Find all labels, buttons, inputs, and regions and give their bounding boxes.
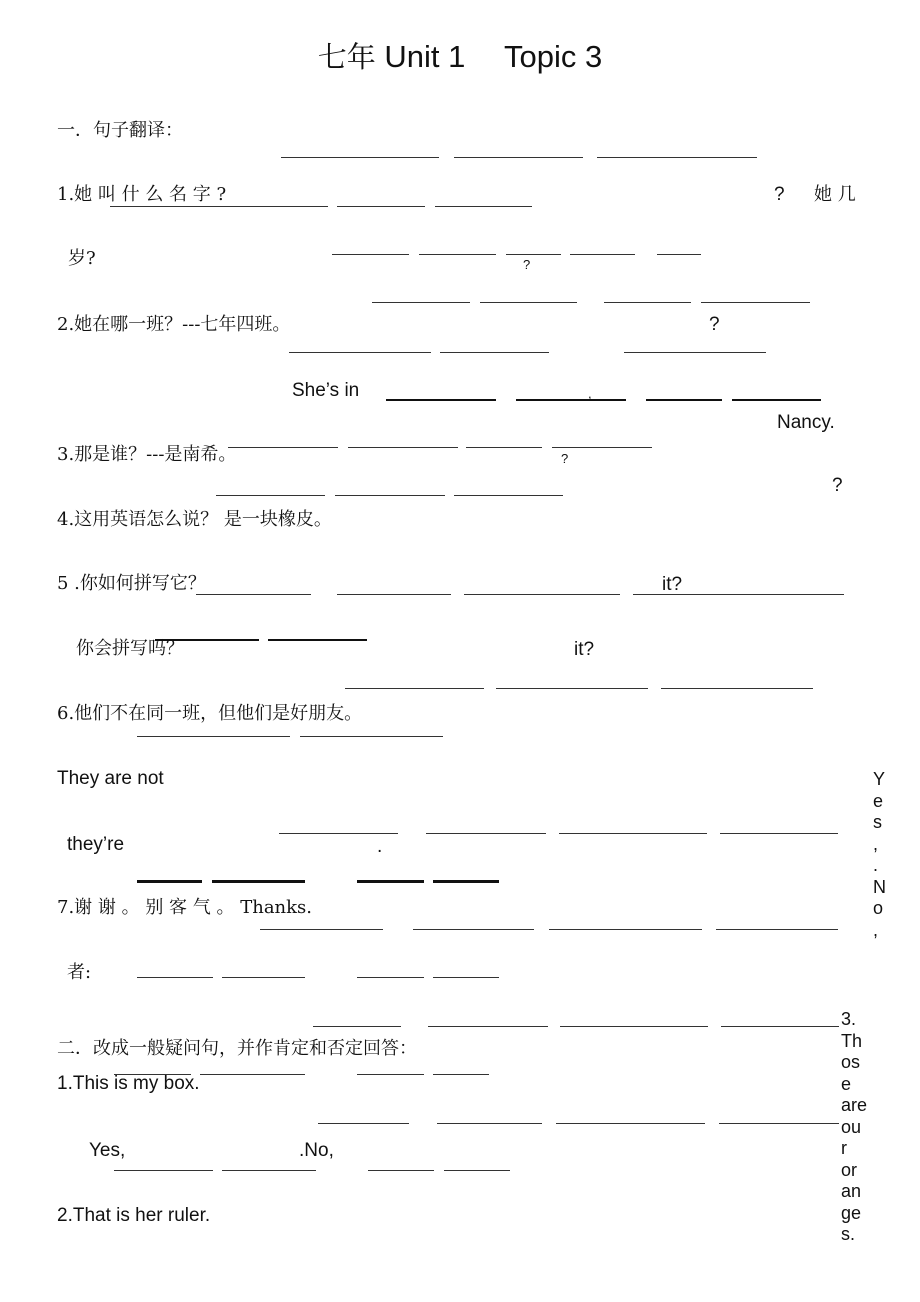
answer-blank[interactable]: [260, 929, 383, 930]
answer-blank[interactable]: [433, 880, 499, 883]
s2-q1-yes: Yes,: [89, 1140, 126, 1161]
answer-blank[interactable]: [437, 1123, 542, 1124]
answer-blank[interactable]: [313, 1026, 401, 1027]
answer-blank[interactable]: [357, 977, 424, 978]
answer-blank[interactable]: [440, 352, 549, 353]
answer-blank[interactable]: [570, 254, 635, 255]
q6-text: 6.他们不在同一班，但他们是好朋友。: [57, 703, 363, 724]
answer-blank[interactable]: [357, 1074, 424, 1075]
q1-part3: 岁?: [68, 248, 96, 269]
answer-blank[interactable]: [435, 206, 532, 207]
side-chunk: 3.: [841, 1009, 857, 1029]
answer-blank[interactable]: [137, 880, 202, 883]
answer-blank[interactable]: [216, 495, 325, 496]
section2-heading: 二．改成一般疑问句，并作肯定和否定回答：: [57, 1038, 417, 1059]
title-topic: Topic 3: [504, 39, 603, 74]
q2-qmark: ?: [709, 314, 720, 335]
answer-blank[interactable]: [419, 254, 496, 255]
answer-blank[interactable]: [357, 880, 424, 883]
answer-blank[interactable]: [701, 302, 810, 303]
side-char: o: [873, 898, 884, 918]
s2-q1-text: 1.This is my box.: [57, 1073, 200, 1094]
answer-blank[interactable]: [337, 594, 451, 595]
side-char: ,: [873, 833, 879, 854]
q5-it2: it?: [574, 639, 595, 660]
answer-blank[interactable]: [454, 495, 563, 496]
side-chunk: r: [841, 1138, 847, 1158]
answer-blank[interactable]: [114, 1170, 213, 1171]
answer-blank[interactable]: [496, 688, 648, 689]
answer-blank[interactable]: [720, 833, 838, 834]
q3-text: 3.那是谁？---是南希。: [57, 444, 237, 465]
side-char: .: [873, 855, 879, 875]
q5-line2: 你会拼写吗？: [76, 638, 184, 659]
answer-blank[interactable]: [480, 302, 577, 303]
side-q3: [841, 1009, 867, 1246]
answer-blank[interactable]: [200, 1074, 305, 1075]
q4-qmark: ?: [832, 475, 843, 496]
s2-q1-no: .No,: [299, 1140, 334, 1161]
side-chunk: an: [841, 1181, 862, 1201]
side-chunk: Th: [841, 1030, 863, 1051]
answer-blank[interactable]: [386, 399, 496, 401]
side-yes-no: [873, 769, 886, 941]
answer-blank[interactable]: [372, 302, 470, 303]
title-unit: Unit 1: [384, 39, 466, 74]
side-char: Y: [873, 769, 886, 789]
answer-blank[interactable]: [516, 399, 626, 401]
answer-blank[interactable]: [137, 736, 290, 737]
answer-blank[interactable]: [549, 929, 702, 930]
answer-blank[interactable]: [289, 352, 431, 353]
answer-blank[interactable]: [222, 977, 305, 978]
answer-blank[interactable]: [426, 833, 546, 834]
side-chunk: s.: [841, 1224, 856, 1244]
answer-blank[interactable]: [466, 447, 542, 448]
q3-qmark: ?: [561, 451, 569, 466]
answer-blank[interactable]: [661, 688, 813, 689]
q1-part2: 她 几: [814, 184, 856, 205]
answer-blank[interactable]: [624, 352, 766, 353]
side-chunk: os: [841, 1052, 861, 1072]
q7-text: 7.谢 谢 。 别 客 气 。 Thanks.: [57, 897, 313, 918]
q1-qmark-small: ?: [523, 257, 531, 272]
answer-blank[interactable]: [228, 447, 338, 448]
answer-blank[interactable]: [196, 594, 311, 595]
answer-blank[interactable]: [348, 447, 458, 448]
q2-comma: ,: [588, 386, 592, 401]
answer-blank[interactable]: [332, 254, 409, 255]
section1-heading: 一．句子翻译：: [57, 120, 183, 141]
answer-blank[interactable]: [428, 1026, 548, 1027]
answer-blank[interactable]: [559, 833, 707, 834]
answer-blank[interactable]: [110, 206, 328, 207]
answer-blank[interactable]: [657, 254, 701, 255]
answer-blank[interactable]: [300, 736, 443, 737]
answer-blank[interactable]: [721, 1026, 839, 1027]
answer-blank[interactable]: [716, 929, 838, 930]
side-chunk: are: [841, 1095, 868, 1115]
q4-text: 4.这用英语怎么说？ 是一块橡皮。: [57, 509, 332, 530]
answer-blank[interactable]: [212, 880, 305, 883]
answer-blank[interactable]: [454, 157, 583, 158]
answer-blank[interactable]: [597, 157, 757, 158]
answer-blank[interactable]: [137, 977, 213, 978]
side-chunk: or: [841, 1159, 858, 1180]
answer-blank[interactable]: [335, 495, 445, 496]
answer-blank[interactable]: [222, 1170, 316, 1171]
q6-line2: They are not: [57, 768, 164, 789]
answer-blank[interactable]: [464, 594, 620, 595]
side-chunk: e: [841, 1073, 852, 1094]
side-chunk: ou: [841, 1116, 862, 1137]
q6-period: .: [377, 836, 383, 857]
answer-blank[interactable]: [732, 399, 821, 401]
side-char: e: [873, 790, 884, 811]
side-char: N: [873, 876, 886, 897]
q5-text: 5 .你如何拼写它？: [57, 573, 206, 594]
answer-blank[interactable]: [368, 1170, 434, 1171]
s2-q2-text: 2.That is her ruler.: [57, 1205, 211, 1226]
answer-blank[interactable]: [345, 688, 484, 689]
answer-blank[interactable]: [604, 302, 691, 303]
title-grade: 七年: [317, 40, 376, 74]
answer-blank[interactable]: [506, 254, 561, 255]
answer-blank[interactable]: [646, 399, 722, 401]
answer-blank[interactable]: [433, 1074, 489, 1075]
answer-blank[interactable]: [279, 833, 398, 834]
q3-name: Nancy.: [777, 412, 835, 433]
answer-blank[interactable]: [337, 206, 425, 207]
q2-text: 2.她在哪一班？---七年四班。: [57, 314, 291, 335]
answer-blank[interactable]: [268, 639, 367, 641]
answer-blank[interactable]: [433, 977, 499, 978]
answer-blank[interactable]: [560, 1026, 708, 1027]
side-char: ,: [873, 919, 879, 940]
answer-blank[interactable]: [413, 929, 534, 930]
answer-blank[interactable]: [444, 1170, 510, 1171]
side-chunk: ge: [841, 1202, 862, 1223]
answer-blank[interactable]: [719, 1123, 839, 1124]
answer-blank[interactable]: [556, 1123, 705, 1124]
q2-answer-prefix: She’s in: [292, 380, 360, 401]
q7-line2: 者:: [67, 962, 92, 983]
q1-qmark: ?: [774, 184, 785, 205]
q1-text: 1.她 叫 什 么 名 字 ?: [57, 184, 227, 205]
page-title: [0, 38, 920, 76]
answer-blank[interactable]: [318, 1123, 409, 1124]
q6-line3: they’re: [67, 834, 125, 855]
answer-blank[interactable]: [281, 157, 439, 158]
q5-it1: it?: [662, 574, 683, 595]
side-char: s: [873, 812, 882, 832]
